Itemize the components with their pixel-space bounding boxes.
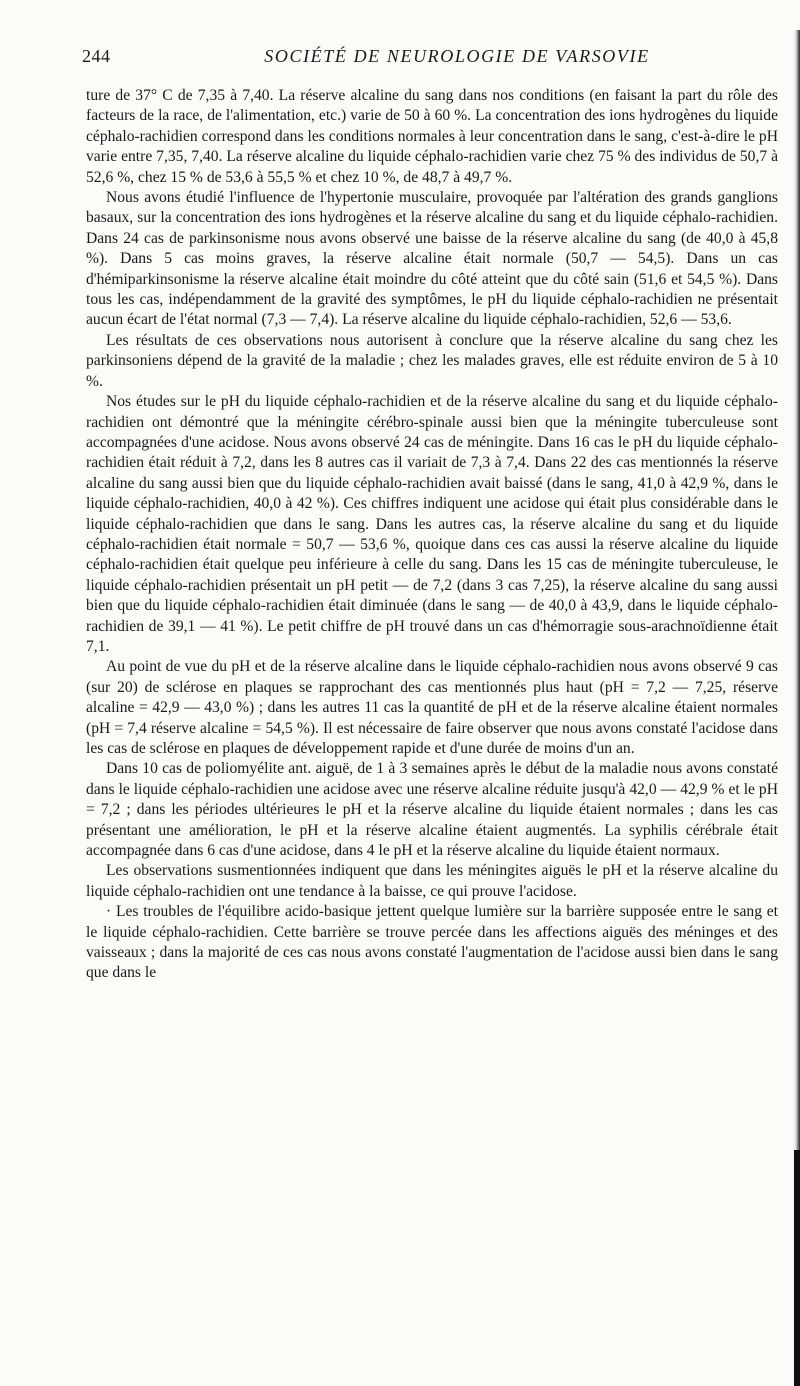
page-number: 244 <box>82 46 111 66</box>
scan-binding-shadow <box>794 1150 800 1386</box>
paragraph: Les résultats de ces observations nous autorisent à conclure que la réserve alcaline du sang chez les parkinsoniens dépend de la gravité de la maladie ; chez les malades graves, elle est réduite environ de 5 à 10 %. <box>86 331 778 390</box>
paragraph: Au point de vue du pH et de la réserve alcaline dans le liquide céphalo-rachidien nous avons observé 9 cas (sur 20) de sclérose en plaques se rapprochant des cas mentionnés plus haut (pH = 7,2 — 7,25, réserve alcaline = 42,9 — 43,0 %) ; dans les autres 11 cas la quantité de pH et de la réserve alcaline étaient normales (pH = 7,4 réserve alcaline = 54,5 %). Il est nécessaire de faire observer que nous avons constaté l'acidose dans les cas de sclérose en plaques de développement rapide et d'une durée de moins d'un an. <box>86 658 778 757</box>
paragraph: · Les troubles de l'équilibre acido-basique jettent quelque lumière sur la barrière supposée entre le sang et le liquide céphalo-rachidien. Cette barrière se trouve percée dans les affections aiguës des méninges et des vaisseaux ; dans la majorité de ces cas nous avons constaté l'augmentation de l'acidose aussi bien dans le sang que dans le <box>86 903 778 982</box>
running-head: SOCIÉTÉ DE NEUROLOGIE DE VARSOVIE <box>264 46 650 66</box>
paragraph: Les observations susmentionnées indiquent que dans les méningites aiguës le pH et la réserve alcaline du liquide céphalo-rachidien ont une tendance à la baisse, ce qui prouve l'acidose. <box>86 862 778 900</box>
paragraph: ture de 37° C de 7,35 à 7,40. La réserve alcaline du sang dans nos conditions (en faisant la part du rôle des facteurs de la race, de l'alimentation, etc.) varie de 50 à 60 %. La concentration des ions hydrogènes du liquide céphalo-rachidien correspond dans les conditions normales à leur concentration dans le sang, c'est-à-dire le pH varie entre 7,35, 7,40. La réserve alcaline du liquide céphalo-rachidien varie chez 75 % des individus de 50,7 à 52,6 %, chez 15 % de 53,6 à 55,5 % et chez 10 %, de 48,7 à 49,7 %. <box>86 87 778 186</box>
paragraph: Dans 10 cas de poliomyélite ant. aiguë, de 1 à 3 semaines après le début de la maladie nous avons constaté dans le liquide céphalo-rachidien une acidose avec une réserve alcaline réduite jusqu'à 42,0 — 42,9 % et le pH = 7,2 ; dans les périodes ultérieures le pH et la réserve alcaline du liquide étaient normales ; dans les cas présentant une amélioration, le pH et la réserve alcaline étaient augmentés. La syphilis cérébrale était accompagnée dans 6 cas d'une acidose, dans 4 le pH et la réserve alcaline du liquide étaient normaux. <box>86 760 778 860</box>
paragraph: Nous avons étudié l'influence de l'hypertonie musculaire, provoquée par l'altération des grands ganglions basaux, sur la concentration des ions hydrogènes et la réserve alcaline du sang et du liquide céphalo-rachidien. Dans 24 cas de parkinsonisme nous avons observé une baisse de la réserve alcaline du sang (de 40,0 à 45,8 %). Dans 5 cas moins graves, la réserve alcaline était normale (50,7 — 54,5). Dans un cas d'hémiparkinsonisme la réserve alcaline était moindre du côté atteint que du côté sain (51,6 et 54,5 %). Dans tous les cas, indépendamment de la gravité des symptômes, le pH du liquide céphalo-rachidien ne présentait aucun écart de l'état normal (7,3 — 7,4). La réserve alcaline du liquide céphalo-rachidien, 52,6 — 53,6. <box>86 189 778 329</box>
body-text <box>86 86 778 984</box>
paragraph: Nos études sur le pH du liquide céphalo-rachidien et de la réserve alcaline du sang et du liquide céphalo-rachidien ont démontré que la méningite cérébro-spinale aussi bien que la méningite tuberculeuse sont accompagnées d'une acidose. Nous avons observé 24 cas de méningite. Dans 16 cas le pH du liquide céphalo-rachidien était réduit à 7,2, dans les 8 autres cas il variait de 7,3 à 7,4. Dans 22 des cas mentionnés la réserve alcaline du sang aussi bien que du liquide céphalo-rachidien avait baissé (dans le sang, 41,0 à 42,9 %, dans le liquide céphalo-rachidien, 40,0 à 42 %). Ces chiffres indiquent une acidose qui était plus considérable dans le liquide céphalo-rachidien que dans le sang. Dans les autres cas, la réserve alcaline du sang et du liquide céphalo-rachidien était normale = 50,7 — 53,6 %, quoique dans ces cas aussi la réserve alcaline du liquide céphalo-rachidien était quelque peu inférieure à celle du sang. Dans les 15 cas de méningite tuberculeuse, le liquide céphalo-rachidien présentait un pH petit — de 7,2 (dans 3 cas 7,25), la réserve alcaline du sang aussi bien que du liquide céphalo-rachidien était diminuée (dans le sang — de 40,0 à 43,9, dans le liquide céphalo-rachidien de 39,1 — 41 %). Le petit chiffre de pH trouvé dans un cas d'hémorragie sous-arachnoïdienne était 7,1. <box>86 393 778 655</box>
page-header <box>82 46 780 70</box>
